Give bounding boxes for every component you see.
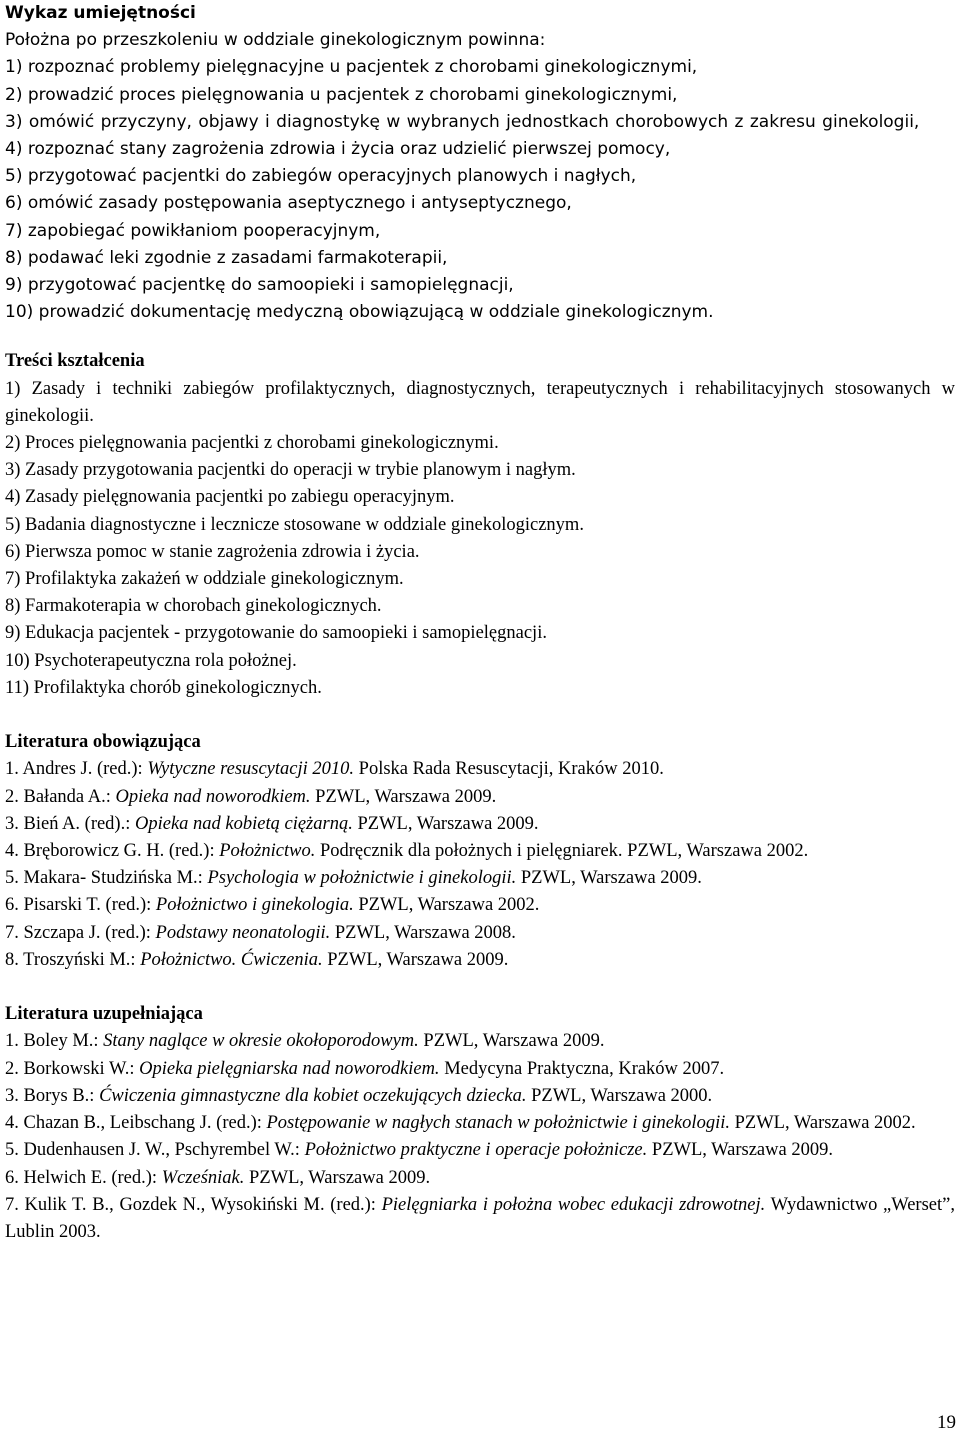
- entry-publisher: PZWL, Warszawa 2009.: [516, 868, 702, 889]
- content-item: 5) Badania diagnostyczne i lecznicze stosowane w oddziale ginekologicznym.: [5, 514, 584, 535]
- skills-item: 10) prowadzić dokumentację medyczną obowiązującą w oddziale ginekologicznym.: [5, 302, 714, 323]
- skills-item: 3) omówić przyczyny, objawy i diagnostykę w wybranych jednostkach chorobowych z zakresu ginekologii,: [5, 111, 920, 132]
- entry-publisher: PZWL, Warszawa 2009.: [310, 786, 497, 807]
- entry-author: 7. Kulik T. B., Gozdek N., Wysokiński M. (red.):: [5, 1194, 382, 1215]
- entry-title: Położnictwo. Ćwiczenia.: [140, 949, 323, 970]
- literature-entry: [5, 1137, 955, 1164]
- entry-author: 1. Andres J. (red.):: [5, 759, 148, 780]
- skills-section: [5, 0, 955, 326]
- entry-title: Wytyczne resuscytacji 2010.: [147, 759, 355, 780]
- entry-title: Psychologia w położnictwie i ginekologii.: [207, 868, 517, 889]
- skills-intro: Położna po przeszkoleniu w oddziale ginekologicznym powinna:: [5, 30, 546, 51]
- entry-title: Ćwiczenia gimnastyczne dla kobiet oczekujących dziecka.: [99, 1085, 527, 1106]
- entry-publisher: Polska Rada Resuscytacji, Kraków 2010.: [354, 759, 664, 780]
- entry-title: Opieka nad kobietą ciężarną.: [135, 813, 353, 834]
- content-item: 6) Pierwsza pomoc w stanie zagrożenia zdrowia i życia.: [5, 541, 420, 562]
- entry-author: 2. Borkowski W.:: [5, 1058, 140, 1079]
- entry-publisher: PZWL, Warszawa 2002.: [729, 1113, 916, 1134]
- entry-title: Pielęgniarka i położna wobec edukacji zdrowotnej.: [381, 1194, 766, 1215]
- content-item: 4) Zasady pielęgnowania pacjentki po zabiegu operacyjnym.: [5, 487, 455, 508]
- content-item: 1) Zasady i techniki zabiegów profilaktycznych, diagnostycznych, terapeutycznych i rehabilitacyjnych stosowanych w ginekologii.: [5, 378, 955, 426]
- entry-author: 2. Bałanda A.:: [5, 786, 116, 807]
- supplementary-literature-heading: Literatura uzupełniająca: [5, 1004, 203, 1025]
- entry-author: 5. Dudenhausen J. W., Pschyrembel W.:: [5, 1140, 305, 1161]
- entry-title: Opieka nad noworodkiem.: [115, 786, 311, 807]
- literature-entry: [5, 947, 955, 974]
- entry-title: Położnictwo.: [219, 841, 316, 862]
- literature-entry: [5, 1056, 955, 1083]
- skills-heading: Wykaz umiejętności: [5, 3, 196, 23]
- entry-publisher: PZWL, Warszawa 2009.: [322, 949, 509, 970]
- content-item: 2) Proces pielęgnowania pacjentki z chorobami ginekologicznymi.: [5, 433, 499, 454]
- entry-publisher: Medycyna Praktyczna, Kraków 2007.: [439, 1058, 725, 1079]
- content-item: 9) Edukacja pacjentek - przygotowanie do samoopieki i samopielęgnacji.: [5, 623, 547, 644]
- required-literature-heading: Literatura obowiązująca: [5, 732, 201, 753]
- document-page: [5, 0, 955, 1246]
- skills-item: 8) podawać leki zgodnie z zasadami farmakoterapii,: [5, 247, 448, 268]
- skills-item: 4) rozpoznać stany zagrożenia zdrowia i życia oraz udzielić pierwszej pomocy,: [5, 139, 671, 160]
- content-heading: Treści kształcenia: [5, 351, 145, 372]
- entry-title: Opieka pielęgniarska nad noworodkiem.: [139, 1058, 440, 1079]
- entry-publisher: PZWL, Warszawa 2009.: [418, 1031, 605, 1052]
- entry-title: Stany naglące w okresie okołoporodowym.: [103, 1031, 419, 1052]
- skills-item: 1) rozpoznać problemy pielęgnacyjne u pacjentek z chorobami ginekologicznymi,: [5, 57, 698, 78]
- literature-entry: [5, 1083, 955, 1110]
- skills-item: 7) zapobiegać powikłaniom pooperacyjnym,: [5, 220, 381, 241]
- entry-publisher: Wydawnictwo „Werset”, Lublin 2003.: [5, 1194, 955, 1242]
- entry-publisher: PZWL, Warszawa 2009.: [244, 1167, 431, 1188]
- entry-author: 3. Borys B.:: [5, 1085, 100, 1106]
- literature-entry: [5, 1028, 955, 1055]
- entry-publisher: PZWL, Warszawa 2008.: [330, 922, 516, 943]
- required-literature-section: [5, 729, 955, 974]
- skills-item: 2) prowadzić proces pielęgnowania u pacjentek z chorobami ginekologicznymi,: [5, 84, 678, 105]
- entry-publisher: PZWL, Warszawa 2002.: [353, 895, 540, 916]
- entry-author: 6. Pisarski T. (red.):: [5, 895, 156, 916]
- literature-entry: [5, 865, 955, 892]
- literature-entry: [5, 920, 955, 947]
- page-number: 19: [937, 1412, 956, 1433]
- literature-entry: [5, 811, 955, 838]
- entry-title: Postępowanie w nagłych stanach w położnictwie i ginekologii.: [266, 1113, 730, 1134]
- entry-title: Podstawy neonatologii.: [155, 922, 331, 943]
- content-item: 10) Psychoterapeutyczna rola położnej.: [5, 650, 297, 671]
- entry-title: Wcześniak.: [161, 1167, 245, 1188]
- literature-entry: [5, 756, 955, 783]
- entry-author: 3. Bień A. (red).:: [5, 813, 135, 834]
- literature-entry: [5, 892, 955, 919]
- entry-publisher: PZWL, Warszawa 2000.: [526, 1085, 713, 1106]
- literature-entry: [5, 1192, 955, 1246]
- content-section: [5, 348, 955, 702]
- supplementary-literature-section: [5, 1001, 955, 1246]
- skills-item: 9) przygotować pacjentkę do samoopieki i samopielęgnacji,: [5, 275, 514, 296]
- entry-publisher: Podręcznik dla położnych i pielęgniarek. PZWL, Warszawa 2002.: [315, 841, 809, 862]
- content-item: 3) Zasady przygotowania pacjentki do operacji w trybie planowym i nagłym.: [5, 460, 576, 481]
- entry-author: 4. Chazan B., Leibschang J. (red.):: [5, 1113, 267, 1134]
- content-item: 8) Farmakoterapia w chorobach ginekologicznych.: [5, 596, 382, 617]
- content-item: 7) Profilaktyka zakażeń w oddziale ginekologicznym.: [5, 569, 404, 590]
- skills-item: 6) omówić zasady postępowania aseptycznego i antyseptycznego,: [5, 193, 572, 214]
- literature-entry: [5, 1165, 955, 1192]
- literature-entry: [5, 838, 955, 865]
- entry-author: 5. Makara- Studzińska M.:: [5, 868, 208, 889]
- entry-author: 6. Helwich E. (red.):: [5, 1167, 162, 1188]
- entry-author: 7. Szczapa J. (red.):: [5, 922, 156, 943]
- entry-author: 8. Troszyński M.:: [5, 949, 141, 970]
- literature-entry: [5, 784, 955, 811]
- skills-item: 5) przygotować pacjentki do zabiegów operacyjnych planowych i nagłych,: [5, 166, 637, 187]
- entry-title: Położnictwo i ginekologia.: [155, 895, 354, 916]
- entry-publisher: PZWL, Warszawa 2009.: [352, 813, 539, 834]
- entry-publisher: PZWL, Warszawa 2009.: [647, 1140, 833, 1161]
- literature-entry: [5, 1110, 955, 1137]
- entry-author: 4. Bręborowicz G. H. (red.):: [5, 841, 220, 862]
- entry-author: 1. Boley M.:: [5, 1031, 104, 1052]
- entry-title: Położnictwo praktyczne i operacje położnicze.: [304, 1140, 648, 1161]
- content-item: 11) Profilaktyka chorób ginekologicznych.: [5, 677, 322, 698]
